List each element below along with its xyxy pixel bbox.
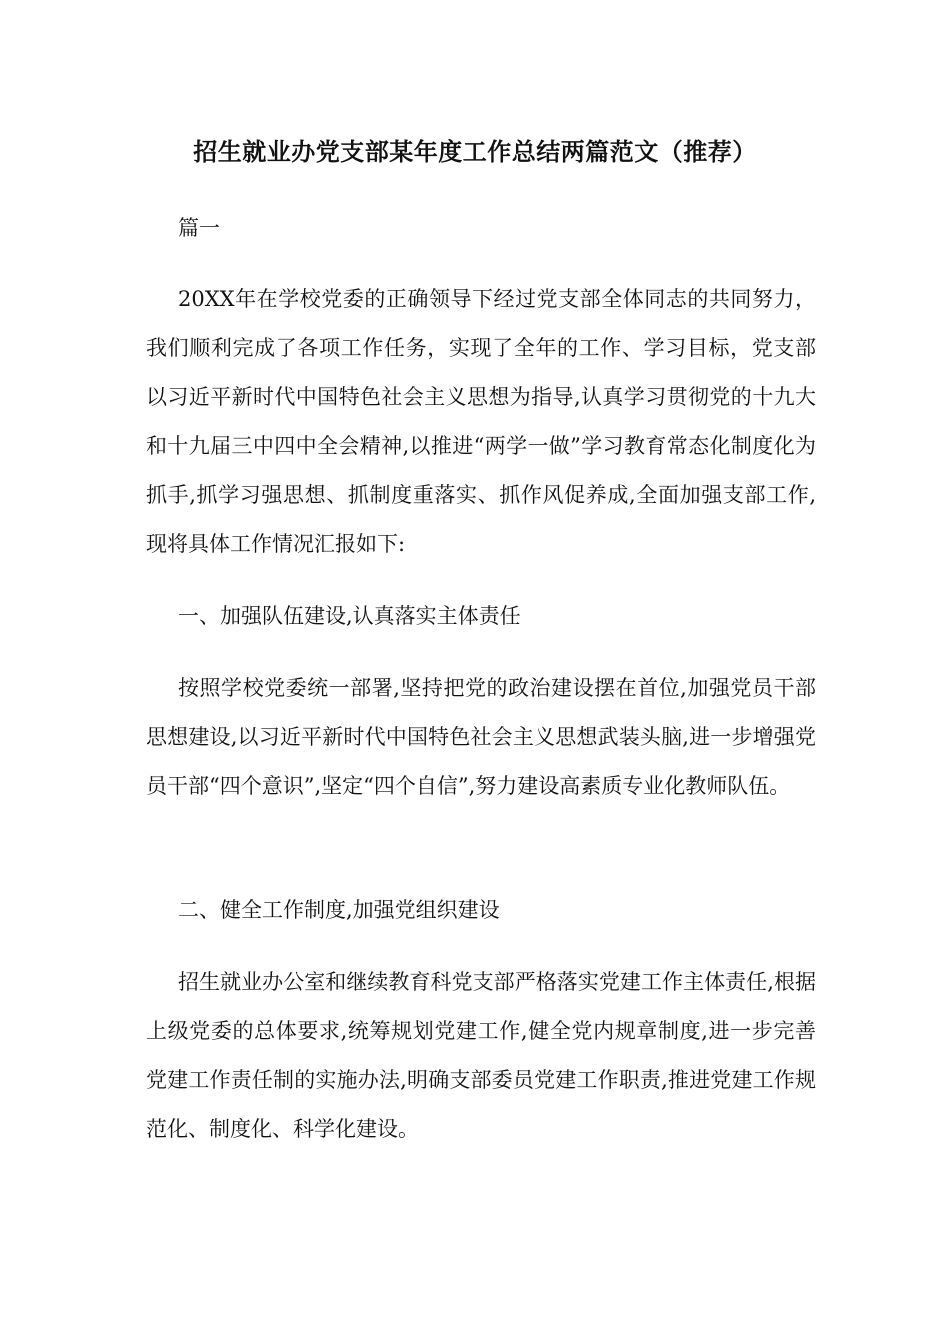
heading-work-system: 二、健全工作制度,加强党组织建设 bbox=[178, 898, 500, 922]
intro-paragraph: 20XX年在学校党委的正确领导下经过党支部全体同志的共同努力，我们顺利完成了各项工作任务，实现了全年的工作、学习目标，党支部以习近平新时代中国特色社会主义思想为指导,认真学习贯彻党的十九大和十九届三中四中全会精神,以推进“两学一做”学习教育常态化制度化为抓手,抓学习强思想、抓制度重落实、抓作风促养成,全面加强支部工作,现将具体工作情况汇报如下: bbox=[146, 287, 816, 556]
section-label: 篇一 bbox=[178, 216, 220, 240]
paragraph-team-building: 按照学校党委统一部署,坚持把党的政治建设摆在首位,加强党员干部思想建设,以习近平新时代中国特色社会主义思想武装头脑,进一步增强党员干部“四个意识”,坚定“四个自信”,努力建设高素质专业化教师队伍。 bbox=[146, 676, 816, 798]
heading-team-building: 一、加强队伍建设,认真落实主体责任 bbox=[178, 604, 521, 628]
document-title: 招生就业办党支部某年度工作总结两篇范文（推荐） bbox=[193, 137, 757, 166]
paragraph-work-system: 招生就业办公室和继续教育科党支部严格落实党建工作主体责任,根据上级党委的总体要求,统筹规划党建工作,健全党内规章制度,进一步完善党建工作责任制的实施办法,明确支部委员党建工作职责,推进党建工作规范化、制度化、科学化建设。 bbox=[146, 970, 816, 1141]
